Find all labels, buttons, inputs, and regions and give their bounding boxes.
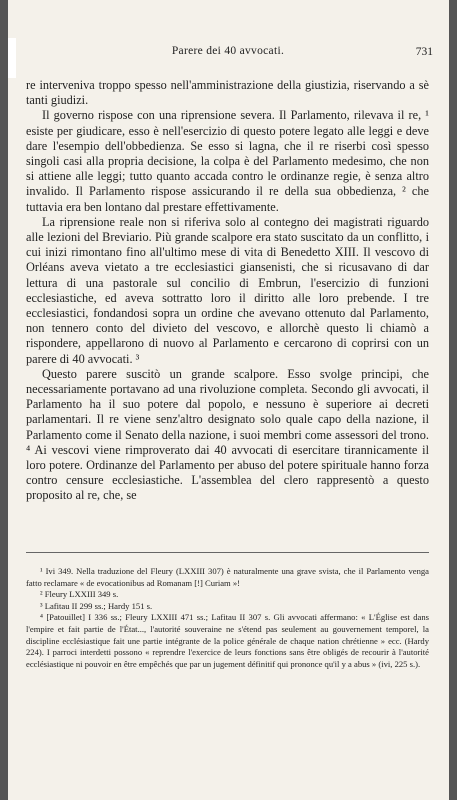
paragraph: La riprensione reale non si riferiva solo al contegno dei magistrati riguardo alle lezioni del Breviario. Più grande scalpore era stato suscitato da un conflitto, i cui inizi rimontano fino all'ultimo mese di vita di Benedetto XIII. Il vescovo di Orléans aveva vietato a tre ecclesiastici giansenisti, che si ricusavano di dar lettura di una pastorale sul concilio di Embrun, l'esercizio di funzioni ecclesiastiche, ed aveva sottratto loro il diritto alle loro prebende. I tre ecclesiastici, fondandosi sopra un ordine che avevano ottenuto dal Parlamento, non tennero conto del divieto del vescovo, e allorchè questo li chiamò a rispondere, appellarono di nuovo al Parlamento e cercarono di coprirsi con un parere di 40 avvocati. ³	[26, 214, 429, 366]
page-header	[8, 45, 449, 65]
footnote: ¹ Ivi 349. Nella traduzione del Fleury (LXXIII 307) è naturalmente una grave svista, che il Parlamento venga fatto reclamare « de evocationibus ad Romanam [!] Curiam »!	[26, 566, 429, 588]
footnote: ³ Lafitau II 299 ss.; Hardy 151 s.	[40, 600, 153, 611]
running-head: Parere dei 40 avvocati.	[171, 45, 285, 57]
paragraph: Il governo rispose con una riprensione severa. Il Parlamento, rilevava il re, ¹ esiste per giudicare, esso è nell'esercizio di questo potere legato alle leggi e deve dare l'esempio dell'obbedienza. Se esso si lagna, che il re riserbi così spesso singoli casi alla propria decisione, la colpa è del Parlamento medesimo, che non si attiene alle leggi; tutto quanto accada contro le ordinanze regie, è senza altro invalido. Il Parlamento rispose assicurando il re della sua obbedienza, ² che tuttavia era ben lontano dal prestare effettivamente.	[26, 108, 429, 214]
paragraph: re interveniva troppo spesso nell'amministrazione della giustizia, riservando a sè tanti giudizi.	[26, 78, 429, 108]
footnote: ⁴ [Patouillet] I 336 ss.; Fleury LXXIII 471 ss.; Lafitau II 307 s. Gli avvocati affermano: « L'Église est dans l'empire et fait partie de l'État..., l'autorité souveraine ne s'étend pas seulement au gouvernement temporel, la discipline ecclésiastique fait une partie intégrante de la police générale de chaque nation chrétienne » ecc. (Hardy 224). I parroci interdetti possono « reprendre l'exercice de leurs fonctions sans être obligés de recourir à l'autorité ecclésiastique ni pouvoir en être empêchés que par un jugement définitif qui prononce qu'il y a abus » (ivi, 225 s.).	[26, 612, 429, 669]
paragraph: Questo parere suscitò un grande scalpore. Esso svolge principi, che necessariamente portavano ad una rivoluzione completa. Secondo gli avvocati, il Parlamento ha il suo potere dal popolo, e nessuno è superiore ai decreti parlamentari. Il re viene senz'altro designato solo quale capo della nazione, il Parlamento come il Senato della nazione, i suoi membri come assessori del trono. ⁴ Ai vescovi viene rimproverato dai 40 avvocati di esercitare tirannicamente il loro potere. Ordinanze del Parlamento per abuso del potere spirituale hanno forza contro censure ecclesiastiche. L'assemblea del clero rappresentò a questo proposito al re, che, se	[26, 366, 429, 503]
footnote: ² Fleury LXXIII 349 s.	[40, 589, 119, 600]
footnotes	[26, 566, 429, 670]
page-number: 731	[415, 46, 433, 58]
main-text	[26, 78, 429, 504]
book-page	[8, 0, 449, 800]
footnote-divider	[26, 552, 429, 553]
